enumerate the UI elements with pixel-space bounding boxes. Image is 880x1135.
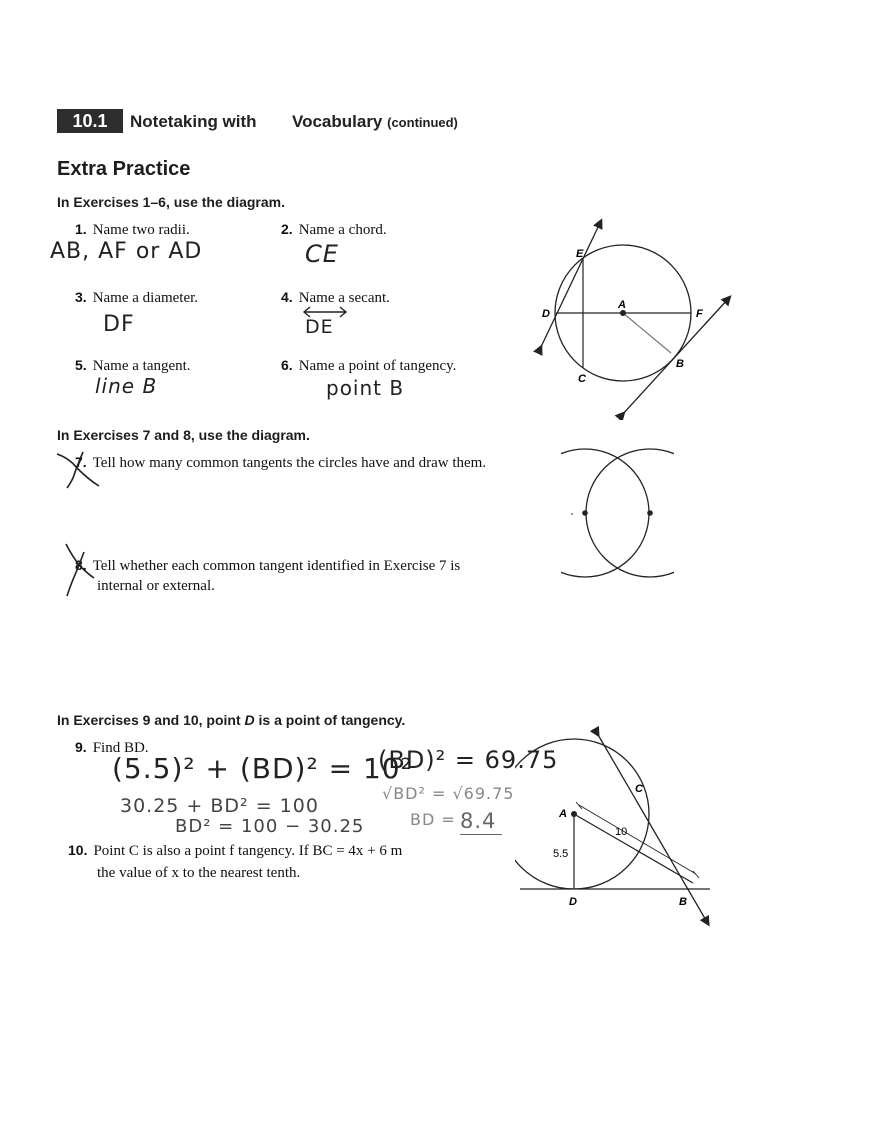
header-title-part2 [292, 112, 458, 132]
section-badge: 10.1 [57, 109, 123, 133]
exercise-1-text: Name two radii. [92, 222, 190, 238]
exercise-6-answer: point B [326, 376, 405, 400]
secant-de [540, 223, 600, 349]
instruction-9-10 [57, 712, 405, 728]
work-answer: 8.4 [460, 809, 502, 835]
left-circle [555, 449, 649, 577]
right-center [647, 510, 653, 516]
exercise-6-number: 6. [281, 357, 293, 373]
label-b: B [676, 358, 684, 370]
work-right-3: BD = [410, 810, 456, 829]
exercise-2 [281, 221, 387, 239]
crossout-7-icon [55, 448, 103, 490]
instruction-7-8: In Exercises 7 and 8, use the diagram. [57, 427, 310, 443]
exercise-8 [75, 555, 460, 596]
label-c: C [578, 373, 586, 385]
label-a: A [618, 299, 626, 311]
exercise-7-number: 7. [75, 454, 87, 470]
exercise-3 [75, 289, 198, 307]
segment-ab [574, 814, 693, 883]
crossout-8-icon [62, 542, 98, 598]
exercise-10 [68, 839, 402, 884]
instruction-9-10-var: D [244, 712, 255, 728]
exercise-10-text-line2: the value of x to the nearest tenth. [97, 865, 301, 881]
label-d: D [569, 896, 577, 908]
instruction-9-10-post: is a point of tangency. [254, 712, 406, 728]
radius-ab [623, 313, 671, 353]
exercise-1-answer: AB, AF or AD [50, 239, 203, 264]
exercise-4-answer: DE [305, 316, 334, 338]
label-e: E [576, 248, 584, 260]
label-f: F [696, 308, 703, 320]
label-radius: 5.5 [553, 848, 569, 860]
exercise-4-text: Name a secant. [298, 290, 390, 306]
label-ab-length: 10 [615, 826, 628, 838]
label-a: A [559, 808, 567, 820]
header-vocabulary: Vocabulary [292, 112, 383, 131]
exercise-7 [75, 454, 486, 472]
label-b: B [679, 896, 687, 908]
exercise-2-number: 2. [281, 221, 293, 237]
header-continued: (continued) [387, 115, 458, 130]
exercise-5-answer: line B [95, 374, 158, 398]
instruction-9-10-pre: In Exercises 9 and 10, point [57, 712, 245, 728]
exercise-2-text: Name a chord. [298, 222, 387, 238]
exercise-1-number: 1. [75, 221, 87, 237]
circle-a [515, 739, 649, 889]
exercise-9-text: Find BD. [92, 740, 149, 756]
exercise-3-text: Name a diameter. [92, 290, 199, 306]
work-right-2: √BD² = √69.75 [382, 784, 515, 803]
exercise-5 [75, 357, 191, 375]
exercise-6-text: Name a point of tangency. [298, 358, 457, 374]
work-line-1: (5.5)² + (BD)² = 10² [112, 752, 413, 785]
label-c: C [635, 783, 643, 795]
exercise-5-text: Name a tangent. [92, 358, 191, 374]
diagram-two-circles [555, 444, 680, 582]
header-title-part1: Notetaking with [130, 112, 257, 131]
exercise-5-number: 5. [75, 357, 87, 373]
exercise-2-answer: CE [305, 240, 339, 268]
diagram-circle-tangent [530, 215, 740, 420]
stray-mark [571, 513, 573, 515]
exercise-9-number: 9. [75, 739, 87, 755]
right-circle [586, 449, 680, 577]
exercise-8-text-line1: Tell whether each common tangent identified in Exercise 7 is [92, 558, 461, 574]
section-title: Extra Practice [57, 158, 191, 180]
tangent-line-b [622, 299, 728, 415]
work-line-3: BD² = 100 − 30.25 [175, 816, 365, 837]
exercise-6 [281, 357, 456, 375]
instruction-1-6: In Exercises 1–6, use the diagram. [57, 194, 286, 210]
exercise-10-number: 10. [68, 842, 88, 858]
exercise-4-number: 4. [281, 289, 293, 305]
dimension-line [579, 805, 696, 874]
work-line-2: 30.25 + BD² = 100 [120, 795, 319, 817]
point-a [571, 811, 577, 817]
exercise-1 [75, 221, 190, 239]
left-center [582, 510, 588, 516]
tangent-line-cb [597, 733, 707, 922]
diagram-tangent-triangle [515, 725, 715, 930]
work-right-1: (BD)² = 69.75 [378, 746, 559, 774]
exercise-8-number: 8. [75, 557, 87, 573]
exercise-7-text: Tell how many common tangents the circles have and draw them. [92, 455, 487, 471]
exercise-3-answer: DF [103, 312, 135, 337]
exercise-3-number: 3. [75, 289, 87, 305]
label-d: D [542, 308, 550, 320]
exercise-10-text-line1: Point C is also a point f tangency. If BC = 4x + 6 m [93, 843, 403, 859]
exercise-8-text-line2: internal or external. [97, 578, 215, 594]
